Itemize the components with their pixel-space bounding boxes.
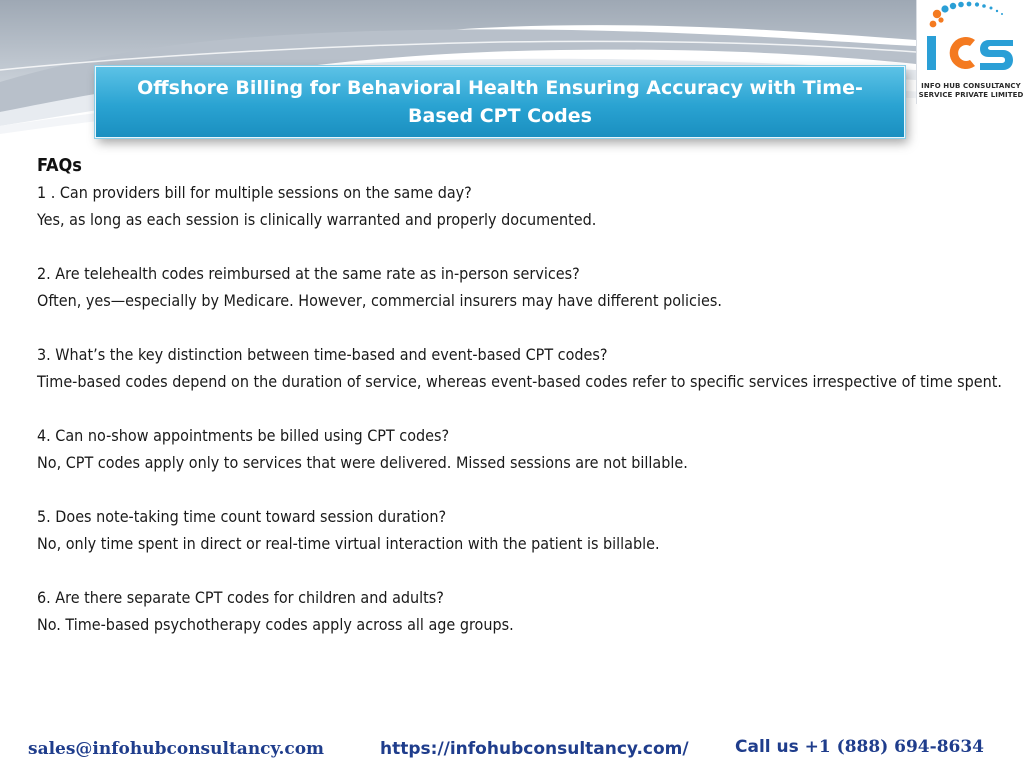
footer-website-link[interactable]: https://infohubconsultancy.com/ bbox=[380, 739, 689, 759]
faq-question: 1 . Can providers bill for multiple sessions on the same day? bbox=[37, 183, 472, 202]
faq-heading: FAQs bbox=[37, 155, 82, 176]
footer-phone-number: +1 (888) 694-8634 bbox=[804, 737, 985, 757]
faq-answer: No, CPT codes apply only to services that were delivered. Missed sessions are not billable. bbox=[37, 453, 688, 472]
title-banner bbox=[95, 66, 905, 138]
faq-question: 6. Are there separate CPT codes for children and adults? bbox=[37, 588, 444, 607]
faq-question: 2. Are telehealth codes reimbursed at the same rate as in-person services? bbox=[37, 264, 580, 283]
footer-phone[interactable] bbox=[735, 737, 984, 757]
company-logo bbox=[916, 0, 1024, 104]
faq-item bbox=[37, 341, 1022, 395]
faq-question: 5. Does note-taking time count toward session duration? bbox=[37, 507, 447, 526]
slide-title: Offshore Billing for Behavioral Health Ensuring Accuracy with Time-Based CPT Codes bbox=[137, 77, 863, 127]
faq-question: 4. Can no-show appointments be billed using CPT codes? bbox=[37, 426, 450, 445]
faq-question: 3. What’s the key distinction between time-based and event-based CPT codes? bbox=[37, 345, 608, 364]
ics-logo-icon bbox=[917, 0, 1024, 80]
faq-item bbox=[37, 179, 1022, 233]
faq-item bbox=[37, 260, 1022, 314]
faq-item bbox=[37, 584, 1022, 638]
faq-section bbox=[37, 152, 1022, 638]
footer-email-link[interactable]: sales@infohubconsultancy.com bbox=[28, 739, 325, 759]
logo-company-name: INFO HUB CONSULTANCY bbox=[921, 82, 1021, 90]
faq-answer: Time-based codes depend on the duration of service, whereas event-based codes refer to specific services irrespective of time spent. bbox=[37, 372, 1002, 391]
faq-answer: Often, yes—especially by Medicare. However, commercial insurers may have different policies. bbox=[37, 291, 722, 310]
faq-answer: Yes, as long as each session is clinically warranted and properly documented. bbox=[37, 210, 597, 229]
faq-answer: No, only time spent in direct or real-time virtual interaction with the patient is billable. bbox=[37, 534, 660, 553]
logo-company-subname: SERVICE PRIVATE LIMITED bbox=[918, 91, 1024, 99]
faq-answer: No. Time-based psychotherapy codes apply across all age groups. bbox=[37, 615, 514, 634]
footer-phone-label: Call us bbox=[735, 737, 799, 757]
faq-item bbox=[37, 503, 1022, 557]
faq-item bbox=[37, 422, 1022, 476]
